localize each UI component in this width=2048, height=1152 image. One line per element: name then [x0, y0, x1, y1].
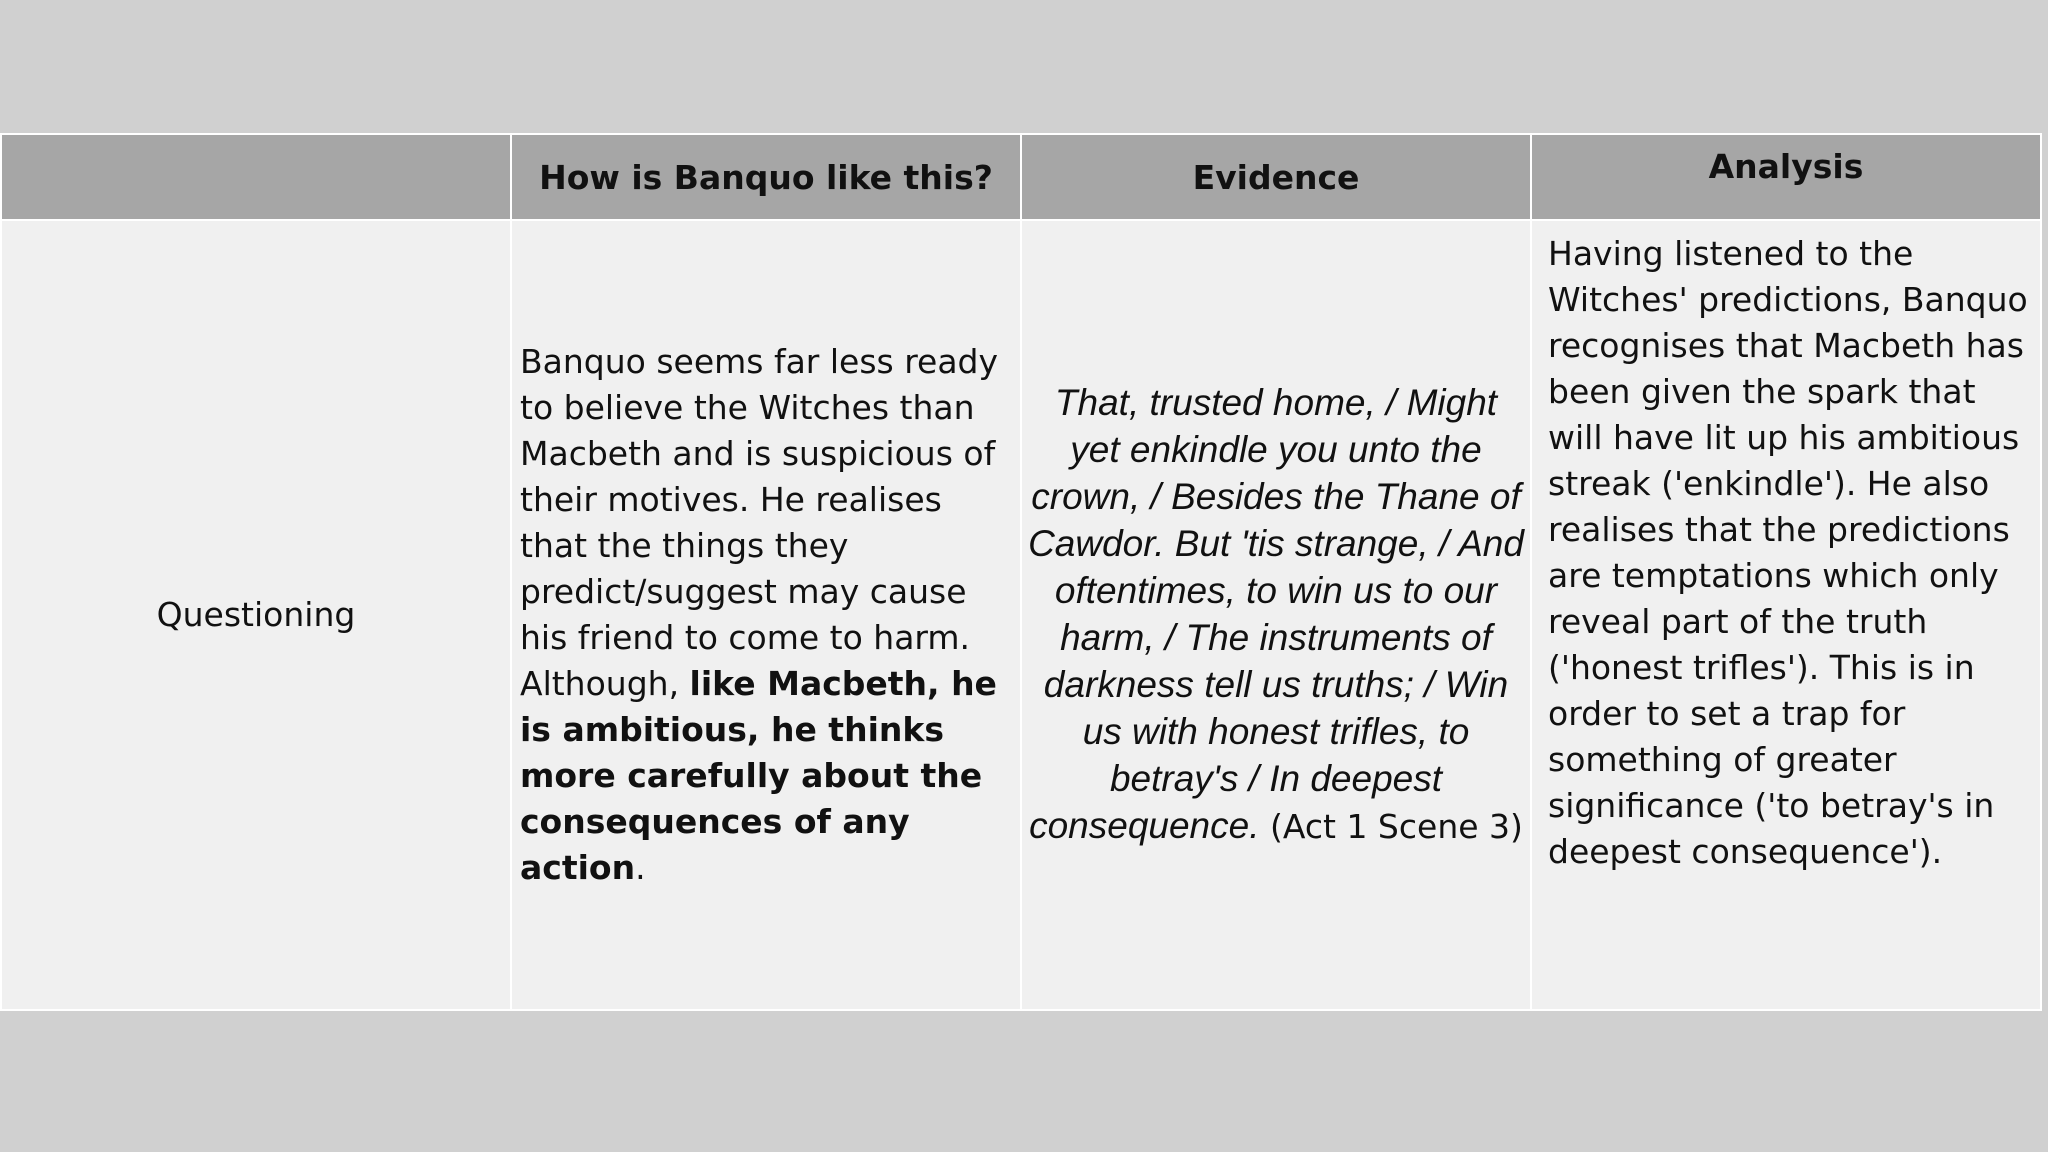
- header-analysis: Analysis: [1531, 134, 2041, 220]
- row-label: Questioning: [1, 220, 511, 1010]
- how-end-text: .: [635, 848, 646, 887]
- how-text: Banquo seems far less ready to believe the Witches than Macbeth and is suspicious of their motives. He realises that the things they predict/suggest may cause his friend to come to harm. Although,: [520, 342, 999, 703]
- how-bold-text: like Macbeth, he is ambitious, he thinks more carefully about the consequences of any action: [520, 664, 997, 887]
- header-how: How is Banquo like this?: [511, 134, 1021, 220]
- header-blank: [1, 134, 511, 220]
- header-evidence: Evidence: [1021, 134, 1531, 220]
- table-row: [1, 220, 2041, 1010]
- evidence-reference: (Act 1 Scene 3): [1270, 807, 1523, 846]
- how-cell: [511, 220, 1021, 1010]
- header-row: [1, 134, 2041, 220]
- evidence-quote: That, trusted home, / Might yet enkindle you unto the crown, / Besides the Thane of Cawdor. But 'tis strange, / And oftentimes, to win us to our harm, / The instruments of darkness tell us truths; / Win us with honest trifles, to betray's / In deepest consequence.: [1028, 382, 1524, 846]
- analysis-table: [0, 133, 2042, 1011]
- evidence-cell: [1021, 220, 1531, 1010]
- analysis-cell: Having listened to the Witches' predictions, Banquo recognises that Macbeth has been given the spark that will have lit up his ambitious streak ('enkindle'). He also realises that the predictions are temptations which only reveal part of the truth ('honest trifles'). This is in order to set a trap for something of greater significance ('to betray's in deepest consequence').: [1531, 220, 2041, 1010]
